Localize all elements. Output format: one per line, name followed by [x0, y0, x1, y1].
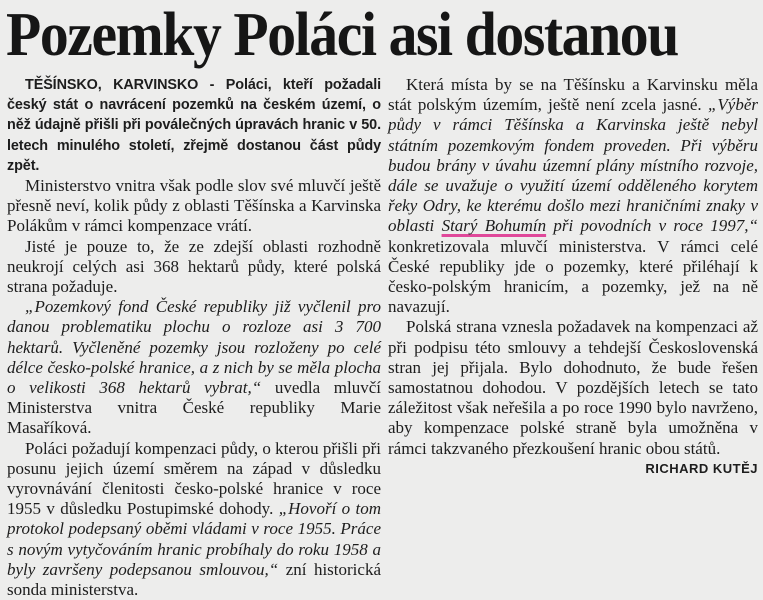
lead-paragraph: TĚŠÍNSKO, KARVINSKO - Poláci, kteří požadali český stát o navrácení pozemků na českém území, o něž údajně přišli při poválečných úpravách hranic v 50. letech minulého století, zřejmě dostanou část půdy zpět. — [7, 77, 381, 174]
column-right — [388, 75, 758, 576]
paragraph-4-rest: zní historická sonda ministerstva. — [7, 559, 381, 600]
quote-attribution: uvedla mluvčí Ministerstva vnitra České republiky Marie Masaříková. — [7, 378, 381, 438]
quote-protocol: „Hovoří o tom protokol podepsaný oběmi vládami v roce 1955. Práce s novým vytyčováním hranic probíhaly do roku 1958 a byly završeny podepsanou smlouvou,“ — [7, 499, 381, 579]
paragraph-1: Ministerstvo vnitra však podle slov své mluvčí ještě přesně neví, kolik půdy z oblasti Těšínska a Karvinska Polákům v rámci kompenzace vrátí. — [7, 176, 381, 236]
column-left — [7, 75, 381, 600]
quote-selection — [388, 95, 758, 235]
quote-fund: „Pozemkový fond České republiky již vyčlenil pro danou problematiku plochu o rozloze asi 3 700 hektarů. Vyčleněné pozemky jsou rozloženy po celé délce česko-polské hranice, a z nich by se měla plocha o velikosti 368 hektarů vybrat,“ — [7, 297, 381, 398]
quote-selection-b: při povodních v roce 1997,“ — [546, 216, 758, 236]
paragraph-6: Polská strana vznesla požadavek na kompenzaci až při podpisu této smlouvy a tehdejší Československá stran jej přijala. Bylo dohodnuto, že bude řešen samostatnou dohodou. V pozdějších letech se tato záležitost však neřešila a po roce 1990 bylo navrženo, aby kompenzace polské straně byla umožněna v rámci takzvaného přezkoušení hranic obou států. — [388, 317, 758, 458]
headline: Pozemky Poláci asi dostanou — [6, 1, 678, 69]
author-byline: RICHARD KUTĚJ — [645, 460, 758, 476]
paragraph-5-rest: konkretizovala mluvčí ministerstva. V rámci celé České republiky jde o pozemky, které přiléhají k česko-polským hranicím, a pozemky, jež na ně navazují. — [388, 236, 758, 317]
paragraph-4-text: Poláci požadují kompenzaci půdy, o kterou přišli při posunu jejich území směrem na západ v důsledku vyrovnávání členitosti česko-polské hranice v roce 1955 v důsledku Postupimské dohody. — [7, 438, 381, 519]
paragraph-5-text: Která místa by se na Těšínsku a Karvinsku měla stát polským územím, ještě není zcela jasné. — [388, 75, 758, 115]
paragraph-2: Jisté je pouze to, že ze zdejší oblasti rozhodně neukrojí celých asi 368 hektarů půdy, které polská strana požaduje. — [7, 236, 381, 297]
paragraph-5 — [388, 75, 758, 317]
highlighted-place-name: Starý Bohumín — [441, 216, 547, 236]
paragraph-4 — [7, 439, 381, 600]
paragraph-3 — [7, 297, 381, 438]
quote-selection-a: „Výběr půdy v rámci Těšínska a Karvinska ještě nebyl státním pozemkovým fondem proveden. Při výběru budou brány v úvahu územní plány místního rozvoje, dále se uvažuje o využití území odděleného korytem řeky Odry, ke kterému došlo mezi hraničními znaky v oblasti — [388, 95, 758, 236]
